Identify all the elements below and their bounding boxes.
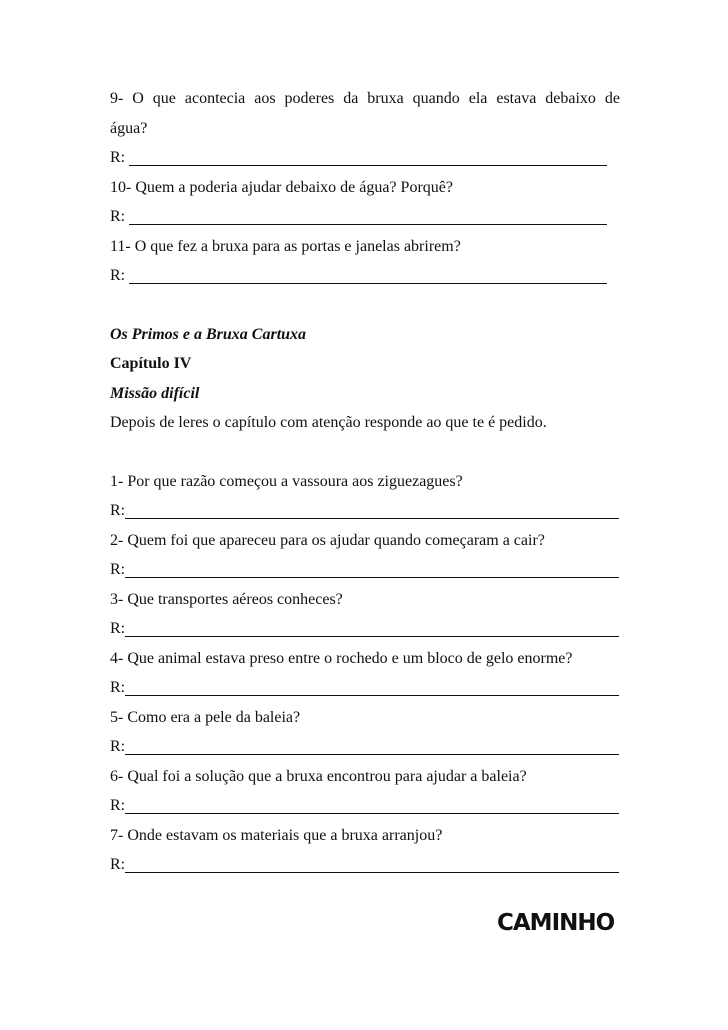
question-6: 6- Qual foi a solução que a bruxa encontrou para ajudar a baleia? [110,767,527,785]
answer-line-7[interactable] [110,850,620,880]
answer-rule [125,695,619,696]
answer-prefix: R: [110,208,130,225]
question-9-continuation: água? [110,119,148,137]
caminho-logo: CAMINHO [497,910,615,936]
question-11: 11- O que fez a bruxa para as portas e janelas abrirem? [110,237,461,255]
answer-rule [129,283,607,284]
question-7: 7- Onde estavam os materiais que a bruxa arranjou? [110,826,443,844]
answer-rule [129,165,607,166]
question-5: 5- Como era a pele da baleia? [110,708,301,726]
answer-line-6[interactable] [110,791,620,821]
answer-line-10[interactable] [110,202,620,232]
question-1: 1- Por que razão começou a vassoura aos ziguezagues? [110,472,463,490]
chapter-number: Capítulo IV [110,355,192,372]
question-list [110,467,620,880]
answer-prefix: R: [110,149,130,166]
answer-rule [125,754,619,755]
answer-line-9[interactable] [110,143,620,173]
answer-line-5[interactable] [110,732,620,762]
chapter-title: Missão difícil [110,384,200,402]
answer-rule [129,224,607,225]
answer-line-1[interactable] [110,496,620,526]
answer-line-4[interactable] [110,673,620,703]
answer-prefix: R: [110,856,126,873]
answer-prefix: R: [110,679,126,696]
answer-prefix: R: [110,797,126,814]
answer-line-11[interactable] [110,261,620,291]
answer-prefix: R: [110,502,126,519]
instruction-text: Depois de leres o capítulo com atenção responde ao que te é pedido. [110,414,547,431]
answer-rule [125,636,619,637]
answer-rule [125,518,619,519]
question-3: 3- Que transportes aéreos conheces? [110,590,343,608]
spacer [110,291,620,320]
answer-prefix: R: [110,267,130,284]
spacer [110,438,620,467]
question-4: 4- Que animal estava preso entre o rochedo e um bloco de gelo enorme? [110,649,573,667]
book-title: Os Primos e a Bruxa Cartuxa [110,325,307,343]
answer-prefix: R: [110,620,126,637]
answer-line-3[interactable] [110,614,620,644]
question-9: 9- O que acontecia aos poderes da bruxa quando ela estava debaixo de [110,90,620,107]
worksheet-page [110,84,620,880]
answer-prefix: R: [110,738,126,755]
question-10: 10- Quem a poderia ajudar debaixo de água? Porquê? [110,178,453,196]
answer-rule [125,577,619,578]
answer-rule [125,872,619,873]
answer-rule [125,813,619,814]
question-2: 2- Quem foi que apareceu para os ajudar quando começaram a cair? [110,531,545,549]
answer-line-2[interactable] [110,555,620,585]
answer-prefix: R: [110,561,126,578]
